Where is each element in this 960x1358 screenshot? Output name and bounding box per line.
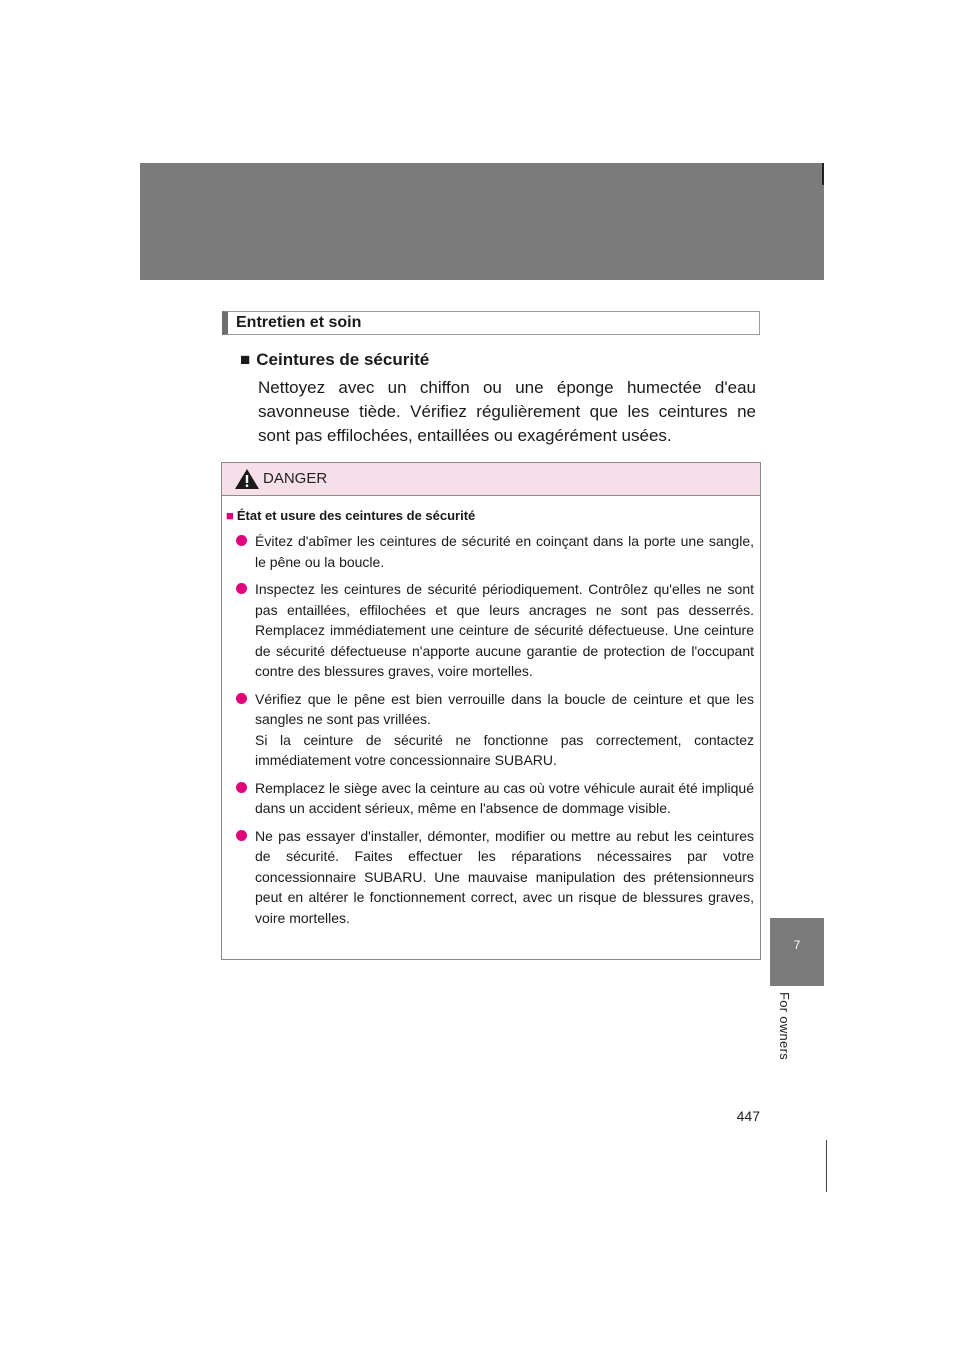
list-item-text-continued: Si la ceinture de sécurité ne fonctionne pas correctement, contactez immédiatement votre concessionnaire SUBARU. — [255, 731, 754, 768]
body-paragraph: Nettoyez avec un chiffon ou une éponge humectée d'eau savonneuse tiède. Vérifiez régulièrement que les ceintures ne sont pas effilochées, entaillées ou exagérément usées. — [258, 378, 756, 445]
square-bullet-icon: ■ — [226, 508, 234, 523]
bullet-dot-icon — [236, 693, 247, 704]
bullet-dot-icon — [236, 830, 247, 841]
bullet-dot-icon — [236, 583, 247, 594]
danger-list — [234, 531, 754, 935]
list-item-text: Évitez d'abîmer les ceintures de sécurité en coinçant dans la porte une sangle, le pêne ou la boucle. — [255, 533, 754, 570]
list-item — [234, 778, 754, 819]
list-item-text: Inspectez les ceintures de sécurité périodiquement. Contrôlez qu'elles ne sont pas entaillées, effilochées et que leurs ancrages ne sont pas desserrés. Remplacez immédiatement une ceinture de sécurité défectueuse. Une ceinture de sécurité défectueuse n'apporte aucune garantie de protection de l'occupant contre des blessures graves, voire mortelles. — [255, 581, 754, 679]
danger-subheading — [226, 508, 475, 523]
warning-triangle-icon — [234, 468, 260, 490]
section-header: Entretien et soin — [222, 311, 760, 335]
margin-rule — [826, 1140, 827, 1192]
list-item — [234, 579, 754, 682]
page-number: 447 — [736, 1108, 760, 1124]
list-item — [234, 689, 754, 771]
list-item — [234, 531, 754, 572]
danger-subheading-text: État et usure des ceintures de sécurité — [236, 508, 476, 523]
danger-title: DANGER — [263, 470, 328, 487]
list-item-text: Remplacez le siège avec la ceinture au cas où votre véhicule aurait été impliqué dans un accident sérieux, même en l'absence de dommage visible. — [255, 779, 754, 816]
sub-heading-text: Ceintures de sécurité — [256, 350, 430, 369]
danger-box — [221, 462, 761, 960]
list-item — [234, 826, 754, 929]
bullet-dot-icon — [236, 782, 247, 793]
list-item-text: Vérifiez que le pêne est bien verrouille dans la boucle de ceinture et que les sangles ne sont pas vrillées. — [255, 690, 754, 727]
corner-mark — [822, 163, 824, 185]
square-bullet-icon: ■ — [240, 350, 251, 369]
bullet-dot-icon — [236, 535, 247, 546]
danger-header — [222, 463, 760, 496]
sub-heading — [240, 350, 429, 370]
chapter-tab — [770, 918, 824, 986]
chapter-number: 7 — [793, 938, 801, 952]
header-band — [140, 163, 824, 280]
list-item-text: Ne pas essayer d'installer, démonter, modifier ou mettre au rebut les ceintures de sécurité. Faites effectuer les réparations nécessaires par votre concessionnaire SUBARU. Une mauvaise manipulation des prétensionneurs peut en altérer le fonctionnement correct, avec un risque de blessures graves, voire mortelles. — [255, 827, 754, 926]
chapter-label: For owners — [777, 992, 792, 1061]
